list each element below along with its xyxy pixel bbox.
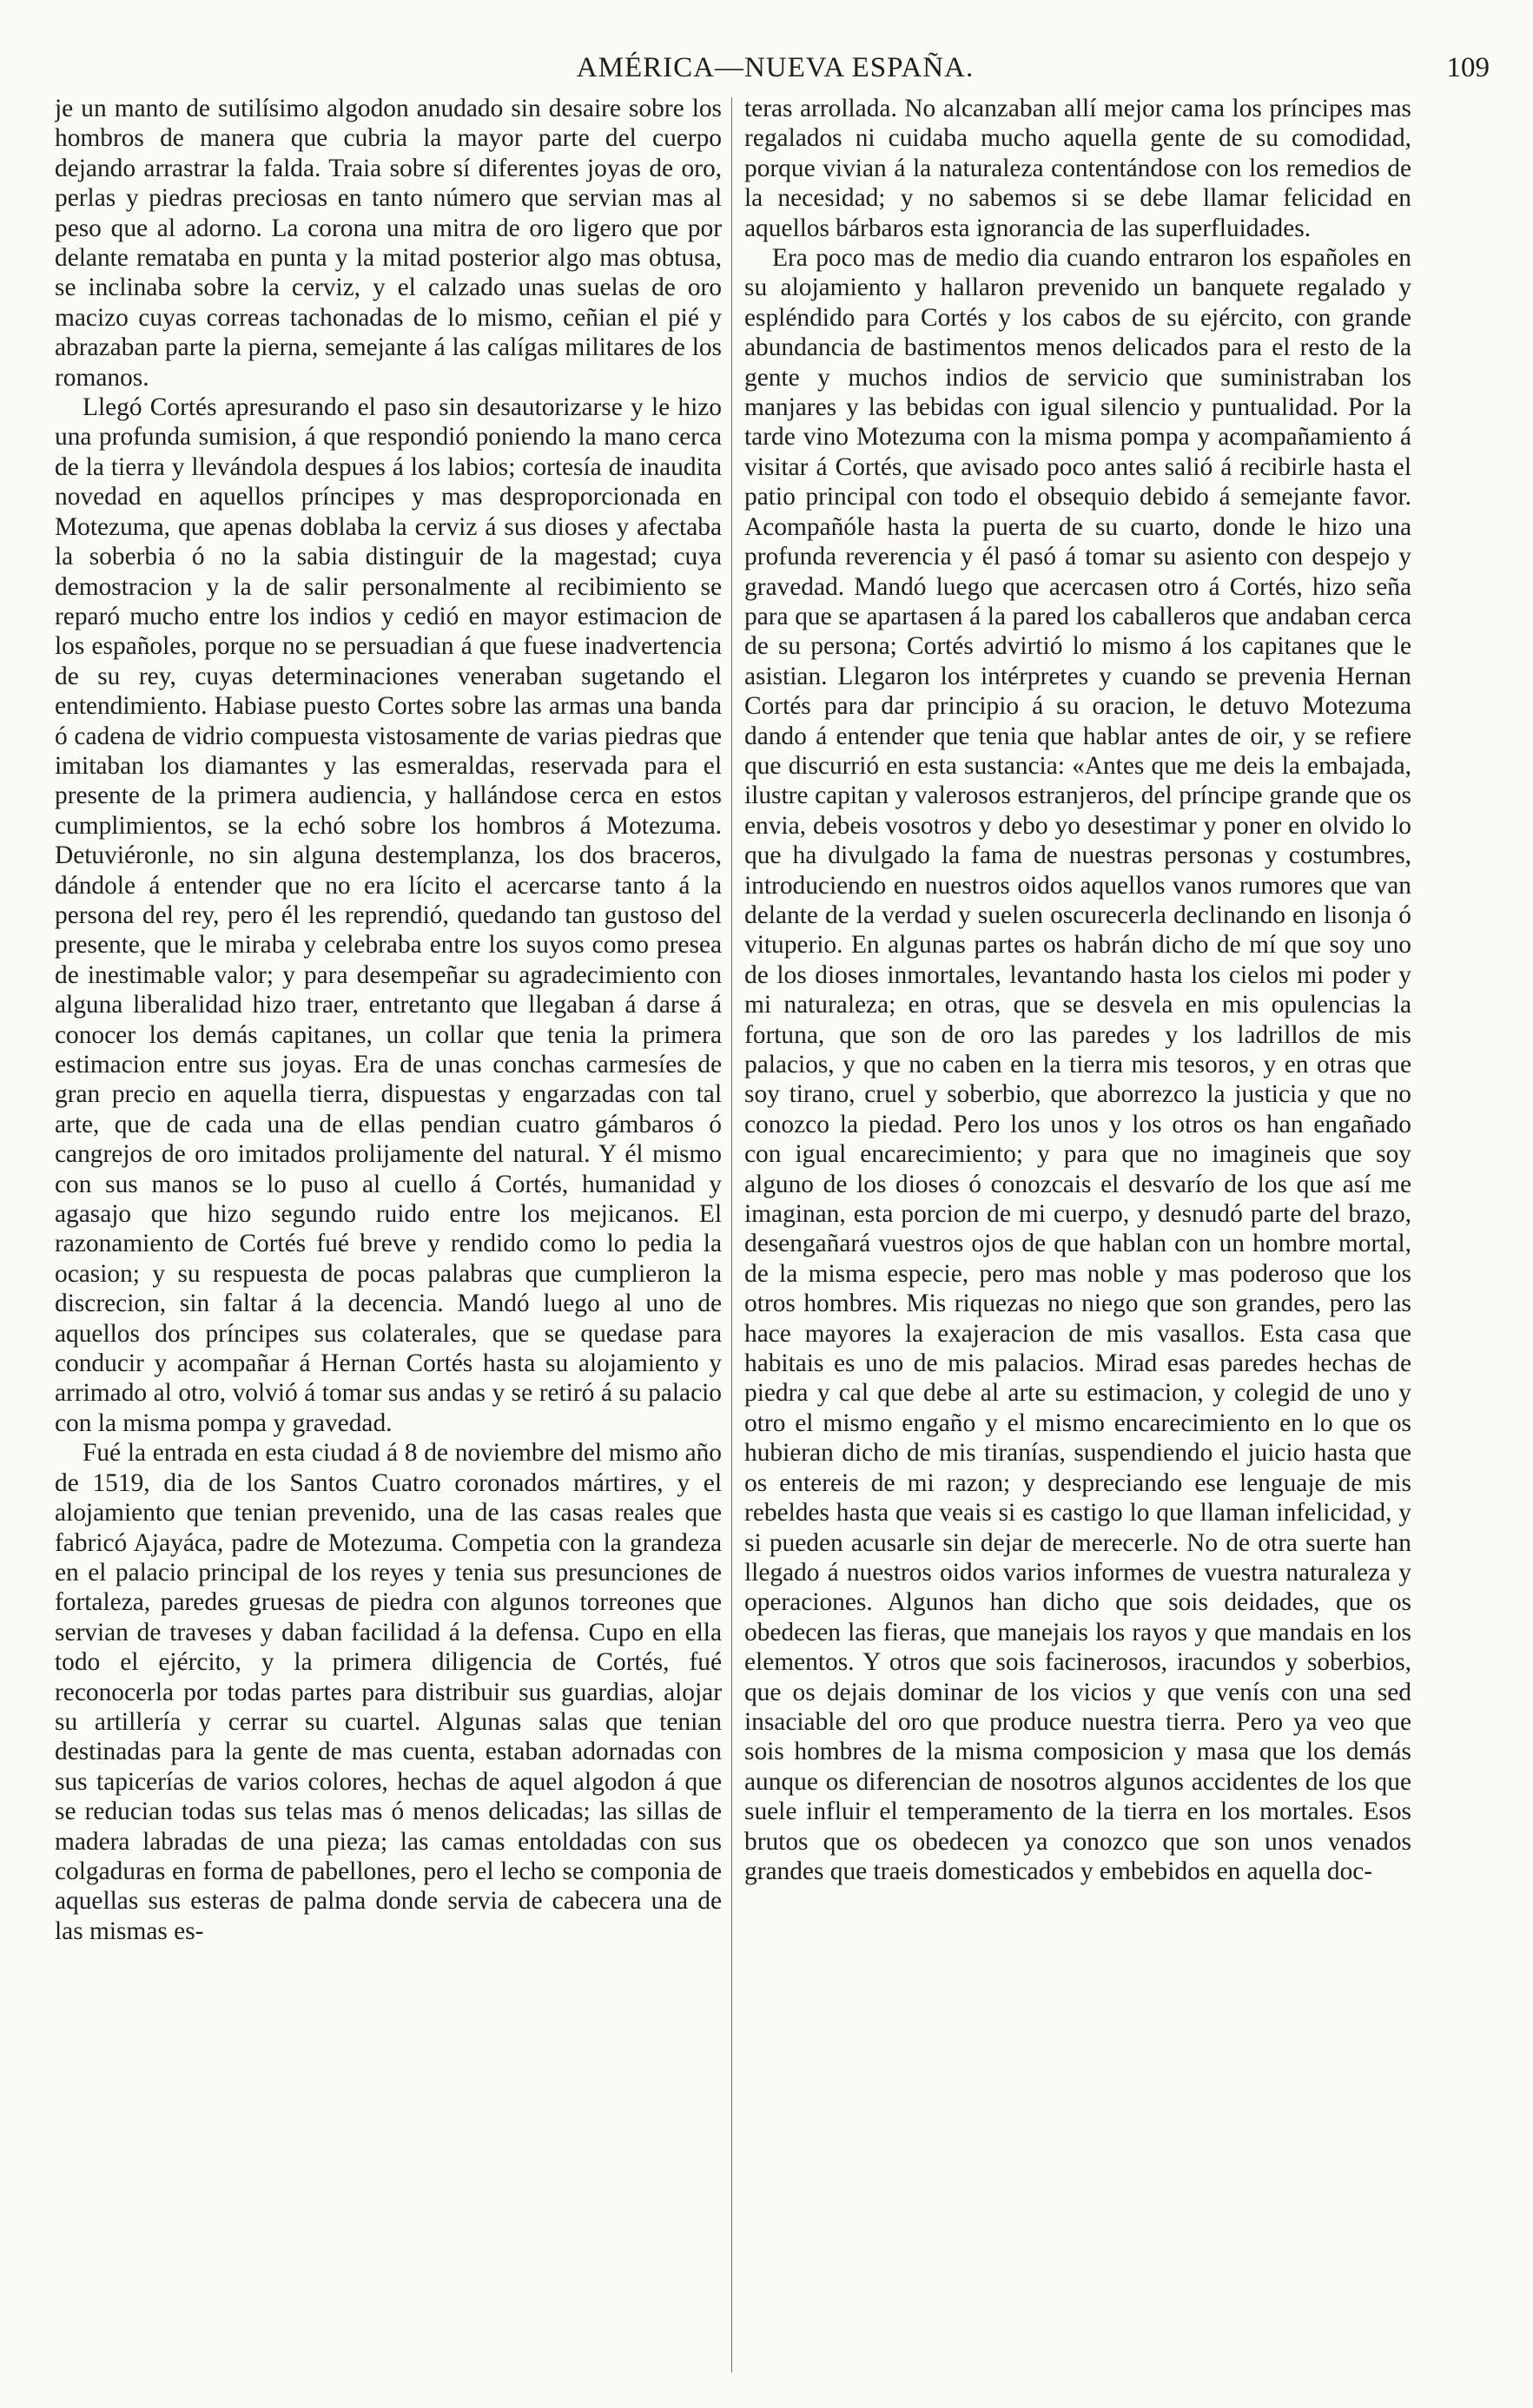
- paragraph: je un manto de sutilísimo algodon anudado sin desaire sobre los hombros de manera que cubria la mayor parte del cuerpo dejando arrastrar la falda. Traia sobre sí diferentes joyas de oro, perlas y piedras preciosas en tanto número que servian mas al peso que al adorno. La corona una mitra de oro ligero que por delante remataba en punta y la mitad posterior algo mas obtusa, se inclinaba sobre la cerviz, y el calzado unas suelas de oro macizo cuyas correas tachonadas de lo mismo, ceñian el pié y abrazaban parte la pierna, semejante á las calígas militares de los romanos.: [55, 95, 722, 392]
- column-divider: [731, 97, 732, 2372]
- paragraph: Fué la entrada en esta ciudad á 8 de noviembre del mismo año de 1519, dia de los Santos Cuatro coronados mártires, y el alojamiento que tenian prevenido, una de las casas reales que fabricó Ajayáca, padre de Motezuma. Competia con la grandeza en el palacio principal de los reyes y tenia sus presunciones de fortaleza, paredes gruesas de piedra con algunos torreones que servian de traveses y daban facilidad á la defensa. Cupo en ella todo el ejército, y la primera diligencia de Cortés, fué reconocerla por todas partes para distribuir sus guardias, alojar su artillería y cerrar su cuartel. Algunas salas que tenian destinadas para la gente de mas cuenta, estaban adornadas con sus tapicerías de varios colores, hechas de aquel algodon á que se reducian todas sus telas mas ó menos delicadas; las sillas de madera labradas de una pieza; las camas entoldadas con sus colgaduras en forma de pabellones, pero el lecho se componia de aquellas sus esteras de palma donde servia de cabecera una de las mismas es-: [55, 1439, 722, 1945]
- paragraph: teras arrollada. No alcanzaban allí mejor cama los príncipes mas regalados ni cuidaba mucho aquella gente de su comodidad, porque vivian á la naturaleza contentándose con los remedios de la necesidad; y no sabemos si se debe llamar felicidad en aquellos bárbaros esta ignorancia de las superfluidades.: [744, 95, 1411, 242]
- page-number: 109: [1446, 52, 1490, 83]
- paragraph: Llegó Cortés apresurando el paso sin desautorizarse y le hizo una profunda sumision, á que respondió poniendo la mano cerca de la tierra y llevándola despues á los labios; cortesía de inaudita novedad en aquellos príncipes y mas desproporcionada en Motezuma, que apenas doblaba la cerviz á sus dioses y afectaba la soberbia ó no la sabia distinguir de la magestad; cuya demostracion y la de salir personalmente al recibimiento se reparó mucho entre los indios y cedió en mayor estimacion de los españoles, porque no se persuadian á que fuese inadvertencia de su rey, cuyas determinaciones veneraban sugetando el entendimiento. Habiase puesto Cortes sobre las armas una banda ó cadena de vidrio compuesta vistosamente de varias piedras que imitaban los diamantes y las esmeraldas, reservada para el presente de la primera audiencia, y hallándose cerca en estos cumplimientos, se la echó sobre los hombros á Motezuma. Detuviéronle, no sin alguna destemplanza, los dos braceros, dándole á entender que no era lícito el acercarse tanto á la persona del rey, pero él les reprendió, quedando tan gustoso del presente, que le miraba y celebraba entre los suyos como presea de inestimable valor; y para desempeñar su agradecimiento con alguna liberalidad hizo traer, entretanto que llegaban á darse á conocer los demás capitanes, un collar que tenia la primera estimacion entre sus joyas. Era de unas conchas carmesíes de gran precio en aquella tierra, dispuestas y engarzadas con tal arte, que de cada una de ellas pendian cuatro gámbaros ó cangrejos de oro imitados prolijamente del natural. Y él mismo con sus manos se lo puso al cuello á Cortés, humanidad y agasajo que hizo segundo ruido entre los mejicanos. El razonamiento de Cortés fué breve y rendido como lo pedia la ocasion; y su respuesta de pocas palabras que cumplieron la discrecion, sin faltar á la decencia. Mandó luego al uno de aquellos dos príncipes sus colaterales, que se quedase para conducir y acompañar á Hernan Cortés hasta su alojamiento y arrimado al otro, volvió á tomar sus andas y se retiró á su palacio con la misma pompa y gravedad.: [55, 393, 722, 1437]
- running-title: AMÉRICA—NUEVA ESPAÑA.: [576, 52, 975, 83]
- running-head: [61, 52, 1490, 90]
- right-column: [744, 94, 1411, 2373]
- paragraph: Era poco mas de medio dia cuando entraron los españoles en su alojamiento y hallaron prevenido un banquete regalado y espléndido para Cortés y los cabos de su ejército, con grande abundancia de bastimentos menos delicados para el resto de la gente y muchos indios de servicio que suministraban los manjares y las bebidas con igual silencio y puntualidad. Por la tarde vino Motezuma con la misma pompa y acompañamiento á visitar á Cortés, que avisado poco antes salió á recibirle hasta el patio principal con todo el obsequio debido á semejante favor. Acompañóle hasta la puerta de su cuarto, donde le hizo una profunda reverencia y él pasó á tomar su asiento con despejo y gravedad. Mandó luego que acercasen otro á Cortés, hizo seña para que se apartasen á la pared los caballeros que andaban cerca de su persona; Cortés advirtió lo mismo á los capitanes que le asistian. Llegaron los intérpretes y cuando se prevenia Hernan Cortés para dar principio á su oracion, le detuvo Motezuma dando á entender que tenia que hablar antes de oir, y se refiere que discurrió en esta sustancia: «Antes que me deis la embajada, ilustre capitan y valerosos estranjeros, del príncipe grande que os envia, debeis vosotros y debo yo desestimar y poner en olvido lo que ha divulgado la fama de nuestras personas y costumbres, introduciendo en nuestros oidos aquellos vanos rumores que van delante de la verdad y suelen oscurecerla declinando en lisonja ó vituperio. En algunas partes os habrán dicho de mí que soy uno de los dioses inmortales, levantando hasta los cielos mi poder y mi naturaleza; en otras, que se desvela en mis opulencias la fortuna, que son de oro las paredes y los ladrillos de mis palacios, y que no caben en la tierra mis tesoros, y en otras que soy tirano, cruel y soberbio, que aborrezco la justicia y que no conozco la piedad. Pero los unos y los otros os han engañado con igual encarecimiento; y para que no imagineis que soy alguno de los dioses ó conozcais el desvarío de los que así me imaginan, esta porcion de mi cuerpo, y desnudó parte del brazo, desengañará vuestros ojos de que hablan con un hombre mortal, de la misma especie, pero mas noble y mas poderoso que los otros hombres. Mis riquezas no niego que son grandes, pero las hace mayores la exajeracion de mis vasallos. Esta casa que habitais es uno de mis palacios. Mirad esas paredes hechas de piedra y cal que debe al arte su estimacion, y colegid de uno y otro el mismo engaño y el mismo encarecimiento en lo que os hubieran dicho de mis tiranías, suspendiendo el juicio hasta que os entereis de mi razon; y despreciando ese lenguaje de mis rebeldes hasta que veais si es castigo lo que llaman infelicidad, y si pueden acusarle sin dejar de merecerle. No de otra suerte han llegado á nuestros oidos varios informes de vuestra naturaleza y operaciones. Algunos han dicho que sois deidades, que os obedecen las fieras, que manejais los rayos y que mandais en los elementos. Y otros que sois facinerosos, iracundos y soberbios, que os dejais dominar de los vicios y que venís con una sed insaciable del oro que produce nuestra tierra. Pero ya veo que sois hombres de la misma composicion y masa que los demás aunque os diferencian de nosotros algunos accidentes de los que suele influir el temperamento de la tierra en los mortales. Esos brutos que os obedecen ya conozco que son unos venados grandes que traeis domesticados y embebidos en aquella doc-: [744, 244, 1411, 1885]
- left-column: [55, 94, 722, 2373]
